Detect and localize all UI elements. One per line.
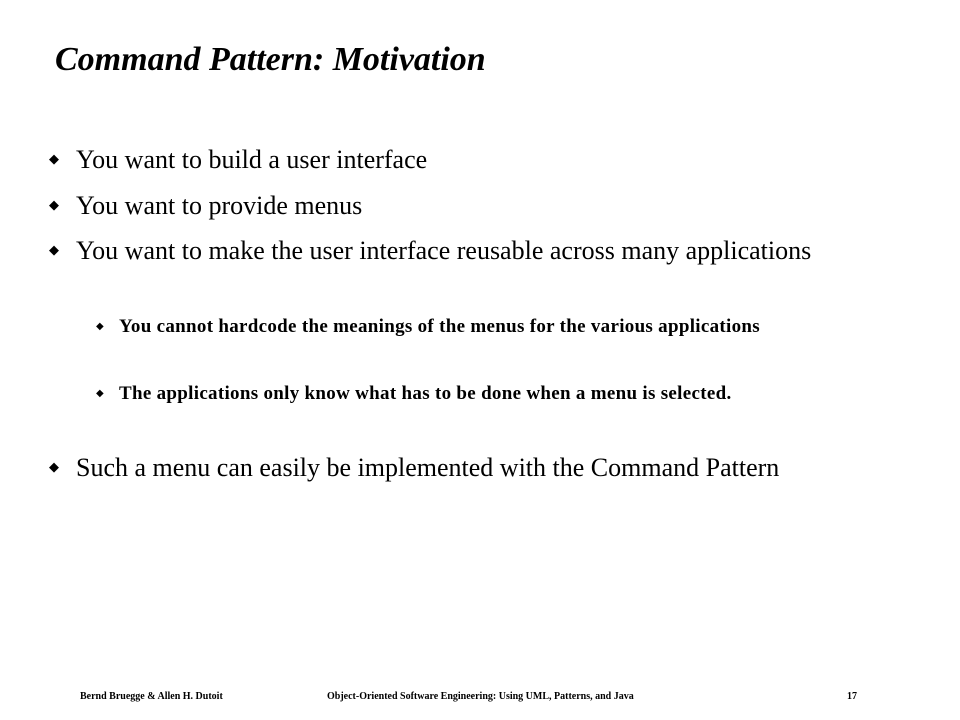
sub-bullet-item-applications-know (96, 380, 866, 407)
bullet-text: You want to make the user interface reusable across many applications (76, 236, 812, 265)
bullet-item-reusable-ui (49, 234, 849, 268)
small-diamond-bullet-icon: ◆ (96, 321, 104, 332)
footer-authors: Bernd Bruegge & Allen H. Dutoit (80, 691, 223, 702)
slide-title: Command Pattern: Motivation (55, 41, 486, 78)
bullet-text: You want to build a user interface (76, 145, 428, 174)
sub-bullet-text: The applications only know what has to be done when a menu is selected. (119, 383, 732, 404)
bullet-item-provide-menus (49, 189, 849, 223)
diamond-bullet-icon: ◆ (49, 152, 59, 167)
footer-book-title: Object-Oriented Software Engineering: Using UML, Patterns, and Java (327, 691, 634, 702)
diamond-bullet-icon: ◆ (49, 460, 59, 475)
diamond-bullet-icon: ◆ (49, 243, 59, 258)
sub-bullet-text: You cannot hardcode the meanings of the menus for the various applications (119, 316, 760, 337)
sub-bullet-item-hardcode-meanings (96, 313, 866, 340)
bullet-item-command-pattern (49, 451, 849, 485)
small-diamond-bullet-icon: ◆ (96, 388, 104, 399)
diamond-bullet-icon: ◆ (49, 198, 59, 213)
bullet-item-build-ui (49, 143, 849, 177)
page-number: 17 (847, 691, 857, 702)
slide-footer (0, 689, 960, 705)
bullet-text: Such a menu can easily be implemented with the Command Pattern (76, 453, 780, 482)
bullet-text: You want to provide menus (76, 191, 363, 220)
